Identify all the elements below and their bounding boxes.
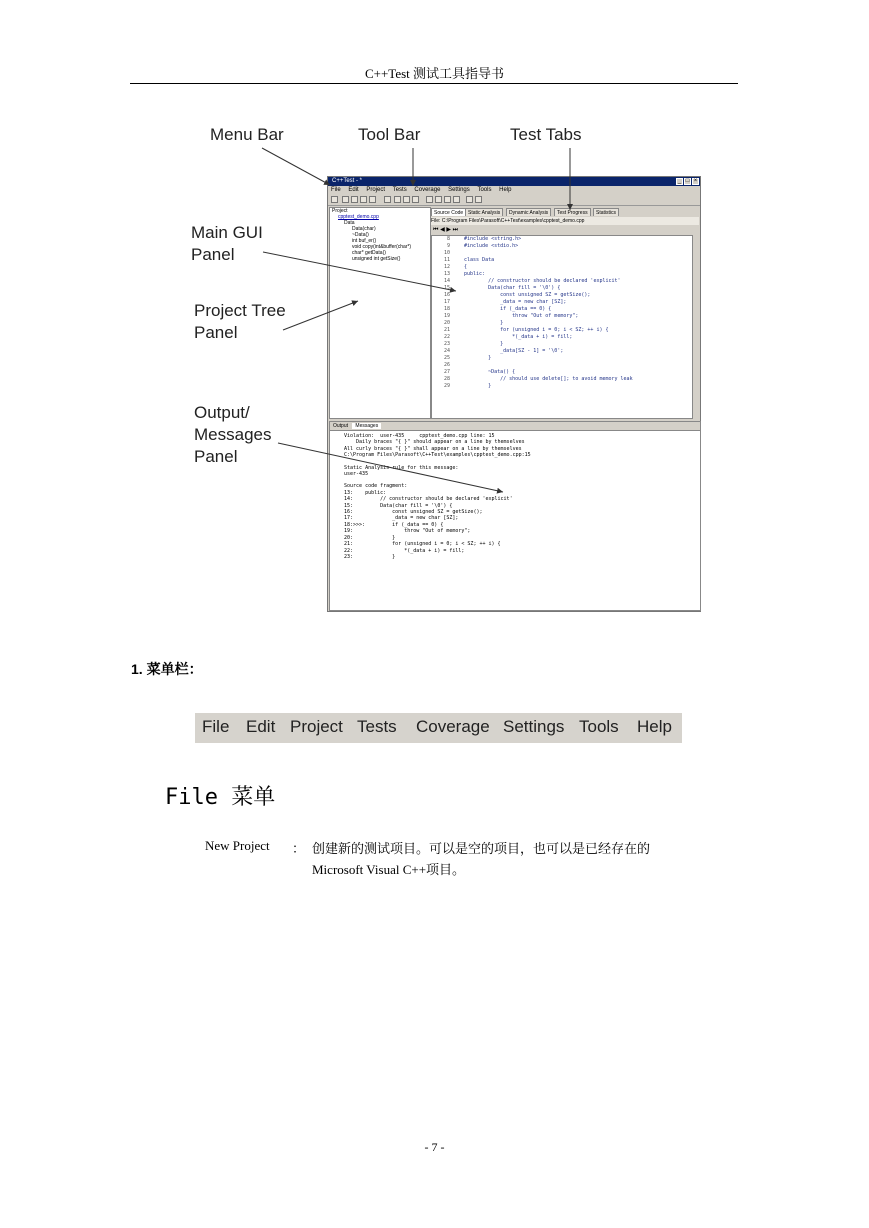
line-number: 20 <box>443 320 450 326</box>
tab-output[interactable]: Output <box>333 423 349 429</box>
callout-output-line3: Panel <box>194 447 238 466</box>
app-menu-help[interactable]: Help <box>499 187 512 193</box>
callout-main-gui-line2: Panel <box>191 245 235 264</box>
message-line: Source code fragment: <box>344 483 408 490</box>
callout-main-gui-line1: Main GUI <box>191 223 263 242</box>
line-code: // constructor should be declared 'explicit' <box>464 278 621 284</box>
line-code: _data = new char [SZ]; <box>464 299 567 305</box>
message-line: 22: *(_data + i) = fill; <box>344 547 465 554</box>
line-code: *(_data + i) = fill; <box>464 334 573 340</box>
file-menu-heading: File 菜单 <box>165 785 276 810</box>
line-code: } <box>464 320 504 326</box>
line-code: #include <string.h> <box>464 236 522 242</box>
message-line: 15: Data(char fill = '\0') { <box>344 502 453 509</box>
line-number: 19 <box>443 313 450 319</box>
line-code: if (_data == 0) { <box>464 306 552 312</box>
tab-dynamic-analysis[interactable]: Dynamic Analysis <box>506 208 551 216</box>
app-menu-file[interactable]: File <box>331 187 341 193</box>
menu-coverage: Coverage <box>416 717 490 736</box>
message-line: 13: public: <box>344 489 387 496</box>
line-code: _data[SZ - 1] = '\0'; <box>464 348 564 354</box>
line-number: 9 <box>446 243 450 249</box>
new-project-desc-line1: 创建新的测试项目。可以是空的项目，也可以是已经存在的 <box>312 841 651 856</box>
new-project-label: New Project <box>205 838 270 853</box>
line-code: } <box>464 355 492 361</box>
tree-member[interactable]: int buf_er() <box>352 238 377 244</box>
message-line: 21: for (unsigned i = 0; i < SZ; ++ i) { <box>344 541 501 548</box>
tree-class[interactable]: Data <box>344 220 355 226</box>
menubar-image <box>195 713 682 743</box>
line-number: 13 <box>443 271 450 277</box>
app-menu-project[interactable]: Project <box>366 187 386 193</box>
menu-tools: Tools <box>579 717 619 736</box>
tab-statistics[interactable]: Statistics <box>593 208 619 216</box>
section-heading: 1. 菜单栏： <box>131 661 203 677</box>
screenshot-figure <box>130 118 738 618</box>
callout-output-line1: Output/ <box>194 403 250 422</box>
header-rule <box>130 83 738 84</box>
message-line: Violation: user-435 cpptest_demo.cpp line: 15 <box>344 433 495 439</box>
message-line: Daily braces "{ }" should appear on a line by themselves <box>344 439 525 446</box>
message-line: 14: // constructor should be declared 'explicit' <box>344 496 513 503</box>
line-number: 27 <box>443 369 450 375</box>
callout-output-line2: Messages <box>194 425 272 444</box>
menu-help: Help <box>637 717 672 736</box>
line-number: 25 <box>443 355 450 361</box>
message-line: C:\Program Files\Parasoft\C++Test\examples\cpptest_demo.cpp:15 <box>344 452 531 459</box>
line-code: const unsigned SZ = getSize(); <box>464 292 591 298</box>
line-number: 26 <box>443 362 450 368</box>
line-code: throw "Out of memory"; <box>464 313 579 319</box>
page-number: - 7 - <box>424 1140 445 1154</box>
menu-project: Project <box>290 717 343 736</box>
callout-menu-bar: Menu Bar <box>210 125 284 144</box>
line-number: 24 <box>443 348 450 354</box>
callout-arrows <box>130 118 738 618</box>
new-project-description <box>312 838 738 880</box>
menu-edit: Edit <box>246 717 276 736</box>
message-line: 17: _data = new char [SZ]; <box>344 515 459 522</box>
app-menu-tools[interactable]: Tools <box>477 187 492 193</box>
line-number: 15 <box>443 285 450 291</box>
menu-file: File <box>202 717 230 736</box>
line-code: public: <box>464 271 486 277</box>
line-number: 14 <box>443 278 450 284</box>
callout-test-tabs: Test Tabs <box>510 125 582 144</box>
line-code: { <box>464 264 468 270</box>
line-code: } <box>464 383 492 389</box>
message-line: user-435 <box>344 471 369 478</box>
line-code: ~Data() { <box>464 369 516 375</box>
line-code: #include <stdio.h> <box>464 243 519 249</box>
message-line: All curly braces "{ }" shall appear on a line by themselves <box>344 445 522 452</box>
line-number: 18 <box>443 306 450 312</box>
line-number: 16 <box>443 292 450 298</box>
line-number: 29 <box>443 383 450 389</box>
line-code: class Data <box>464 257 495 263</box>
app-menu-coverage[interactable]: Coverage <box>414 187 441 193</box>
source-file-path: File: C:\Program Files\Parasoft\C++Test\examples\cpptest_demo.cpp <box>431 217 699 225</box>
line-number: 12 <box>443 264 450 270</box>
message-line: 16: const unsigned SZ = getSize(); <box>344 509 483 516</box>
minimize-icon[interactable]: _ <box>677 178 682 184</box>
close-icon[interactable]: × <box>693 178 698 184</box>
line-number: 21 <box>443 327 450 333</box>
maximize-icon[interactable]: □ <box>685 178 690 184</box>
tree-member[interactable]: unsigned int getSize() <box>352 256 401 262</box>
callout-project-tree-line1: Project Tree <box>194 301 286 320</box>
message-line: 23: } <box>344 553 396 560</box>
new-project-desc-line2: Microsoft Visual C++项目。 <box>312 862 466 877</box>
line-code: } <box>464 341 504 347</box>
line-number: 28 <box>443 376 450 382</box>
tree-root[interactable]: Project <box>332 208 348 214</box>
tree-member[interactable]: void copy(int&buffer(char*) <box>352 244 412 250</box>
line-number: 11 <box>443 257 450 263</box>
app-menu-tests[interactable]: Tests <box>392 187 407 193</box>
tree-member[interactable]: char* getData() <box>352 250 386 256</box>
new-project-separator: ： <box>292 841 306 856</box>
page-header-title: C++Test 测试工具指导书 <box>364 66 505 81</box>
tab-static-analysis[interactable]: Static Analysis <box>465 208 503 216</box>
line-code: Data(char fill = '\0') { <box>464 285 561 291</box>
callout-project-tree-line2: Panel <box>194 323 238 342</box>
line-number: 17 <box>443 299 450 305</box>
line-code: for (unsigned i = 0; i < SZ; ++ i) { <box>464 327 609 333</box>
menu-settings: Settings <box>503 717 565 736</box>
message-line: 18:>>>: if (_data == 0) { <box>344 521 444 528</box>
tree-member[interactable]: Data(char) <box>352 226 376 232</box>
nav-arrows-icon[interactable]: ⏮ ◀ ▶ ⏭ <box>433 227 459 233</box>
app-menu-edit[interactable]: Edit <box>348 187 359 193</box>
menu-tests: Tests <box>357 717 397 736</box>
message-line: 19: throw "Out of memory"; <box>344 528 471 535</box>
line-number: 10 <box>443 250 450 256</box>
message-line: Static Analysis rule for this message: <box>344 464 459 471</box>
app-window-title: C++Test - * <box>332 178 363 184</box>
line-number: 23 <box>443 341 450 347</box>
tab-test-progress[interactable]: Test Progress <box>554 208 591 216</box>
line-code: // should use delete[]; to avoid memory leak <box>464 376 633 382</box>
tree-member[interactable]: ~Data() <box>352 232 369 238</box>
callout-tool-bar: Tool Bar <box>358 125 421 144</box>
line-number: 8 <box>446 236 450 242</box>
app-menu-settings[interactable]: Settings <box>448 187 470 193</box>
line-number: 22 <box>443 334 450 340</box>
message-line: 20: } <box>344 534 396 541</box>
tree-file[interactable]: cpptest_demo.cpp <box>338 214 379 220</box>
tab-messages[interactable]: Messages <box>352 423 381 429</box>
tab-source-code[interactable]: Source Code <box>431 208 466 216</box>
